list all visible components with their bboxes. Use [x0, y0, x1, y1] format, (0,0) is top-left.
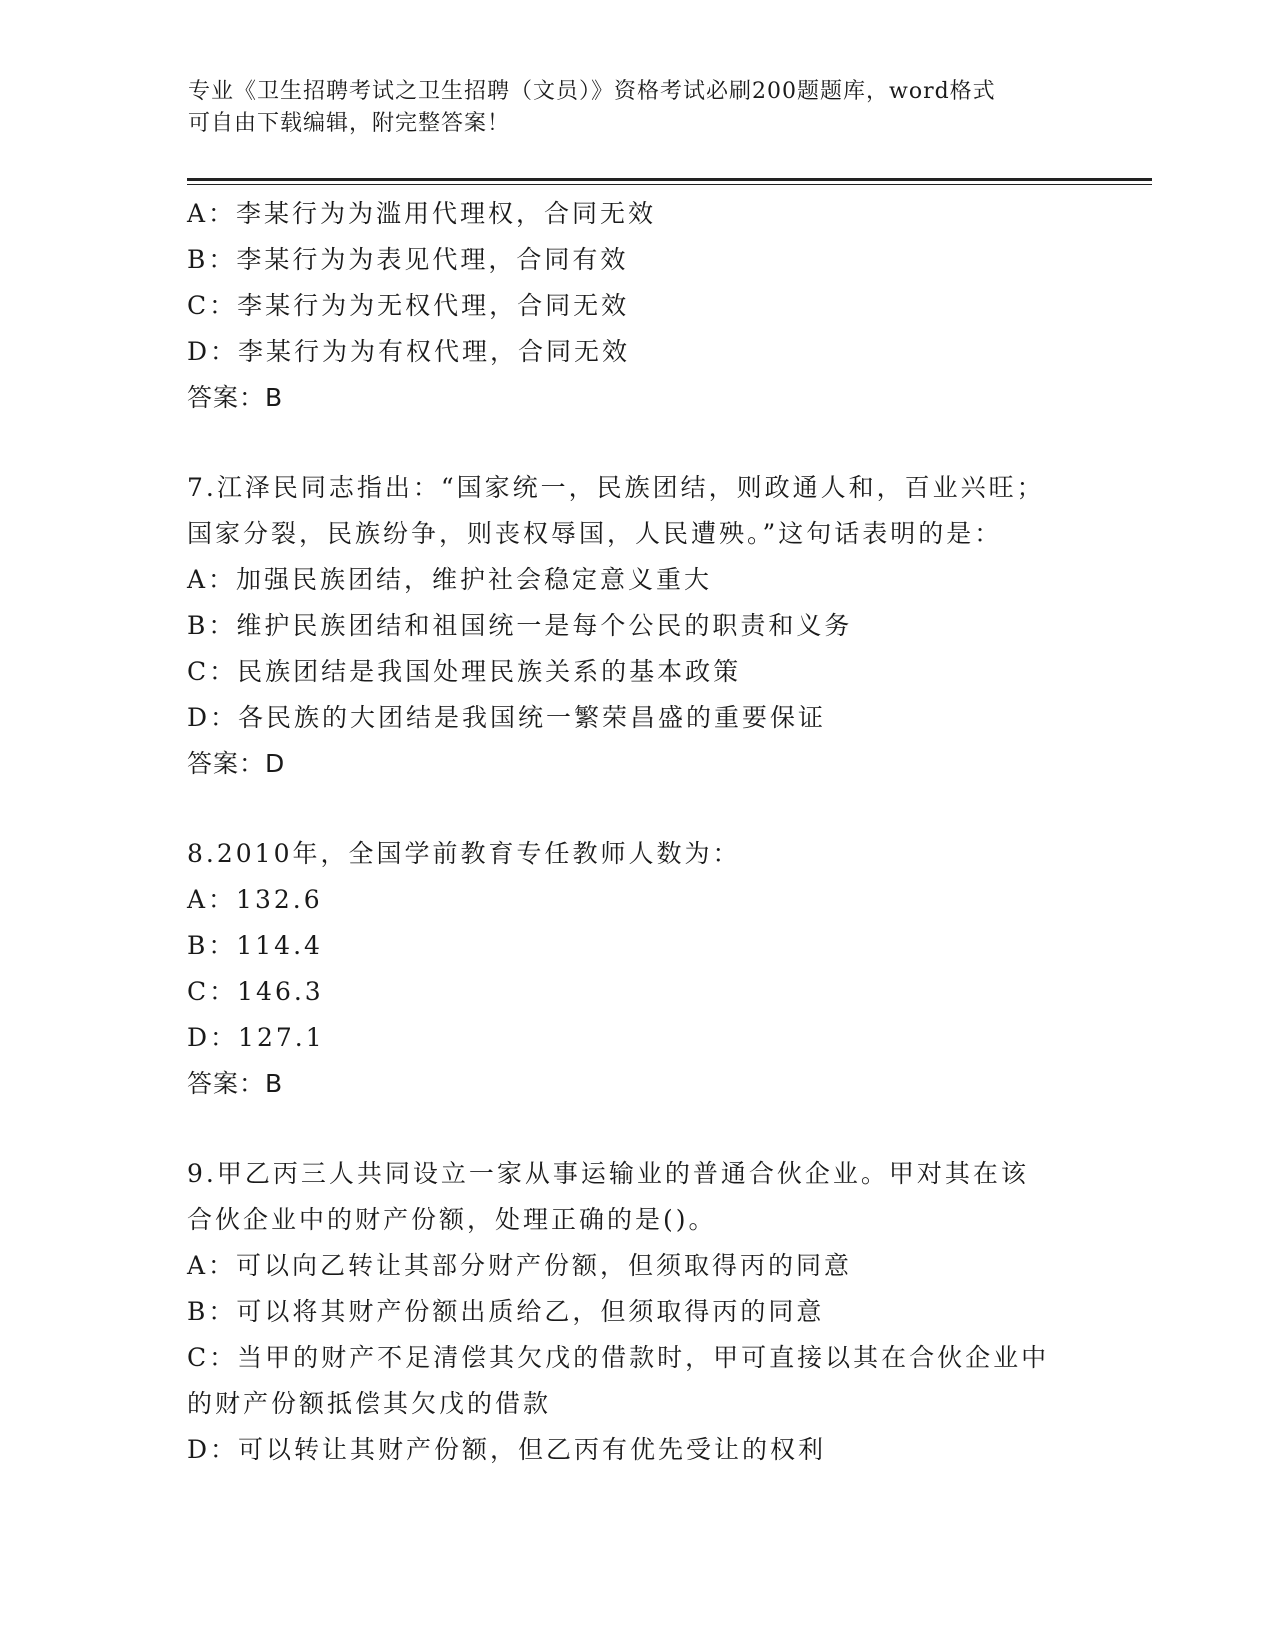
- question-9: [187, 1151, 1087, 1473]
- question-8: [187, 831, 1087, 1107]
- header-title-line: 专业《卫生招聘考试之卫生招聘（文员）》资格考试必刷200题题库，word格式: [188, 79, 996, 104]
- option-d: D：可以转让其财产份额，但乙丙有优先受让的权利: [187, 1435, 827, 1464]
- header-subtitle-line: 可自由下载编辑，附完整答案！: [188, 111, 511, 136]
- option-b: B：维护民族团结和祖国统一是每个公民的职责和义务: [187, 611, 853, 640]
- question-7: [187, 465, 1087, 787]
- option-c: C：民族团结是我国处理民族关系的基本政策: [187, 657, 742, 686]
- option-a: A：李某行为为滥用代理权，合同无效: [187, 199, 657, 228]
- option-d: D：各民族的大团结是我国统一繁荣昌盛的重要保证: [187, 703, 827, 732]
- question-spacer: [187, 787, 1087, 831]
- option-b: B：可以将其财产份额出质给乙，但须取得丙的同意: [187, 1297, 825, 1326]
- option-c: C：李某行为为无权代理，合同无效: [187, 291, 630, 320]
- option-b: B：114.4: [187, 931, 323, 960]
- header-rule-thin: [187, 184, 1152, 185]
- question-6: [187, 191, 1087, 421]
- question-content: [187, 191, 1087, 1473]
- option-a: A：可以向乙转让其部分财产份额，但须取得丙的同意: [187, 1251, 853, 1280]
- option-c-continued: 的财产份额抵偿其欠戊的借款: [187, 1389, 552, 1418]
- option-a: A：加强民族团结，维护社会稳定意义重大: [187, 565, 713, 594]
- question-stem-line: 7.江泽民同志指出：“国家统一，民族团结，则政通人和，百业兴旺；: [187, 473, 1045, 502]
- question-spacer: [187, 421, 1087, 465]
- option-c: C：当甲的财产不足清偿其欠戊的借款时，甲可直接以其在合伙企业中: [187, 1343, 1050, 1372]
- option-c: C：146.3: [187, 977, 324, 1006]
- header-rule-thick: [187, 178, 1152, 181]
- answer-line: 答案：B: [187, 383, 284, 412]
- option-b: B：李某行为为表见代理，合同有效: [187, 245, 629, 274]
- answer-line: 答案：D: [187, 749, 286, 778]
- question-spacer: [187, 1107, 1087, 1151]
- document-header: [188, 76, 1088, 140]
- answer-line: 答案：B: [187, 1069, 284, 1098]
- option-d: D：李某行为为有权代理，合同无效: [187, 337, 631, 366]
- option-d: D：127.1: [187, 1023, 325, 1052]
- question-stem-line: 合伙企业中的财产份额，处理正确的是()。: [187, 1205, 717, 1234]
- option-a: A：132.6: [187, 885, 323, 914]
- question-stem-line: 8.2010年，全国学前教育专任教师人数为：: [187, 839, 741, 868]
- question-stem-line: 国家分裂，民族纷争，则丧权辱国，人民遭殃。”这句话表明的是：: [187, 519, 1003, 548]
- question-stem-line: 9.甲乙丙三人共同设立一家从事运输业的普通合伙企业。甲对其在该: [187, 1159, 1029, 1188]
